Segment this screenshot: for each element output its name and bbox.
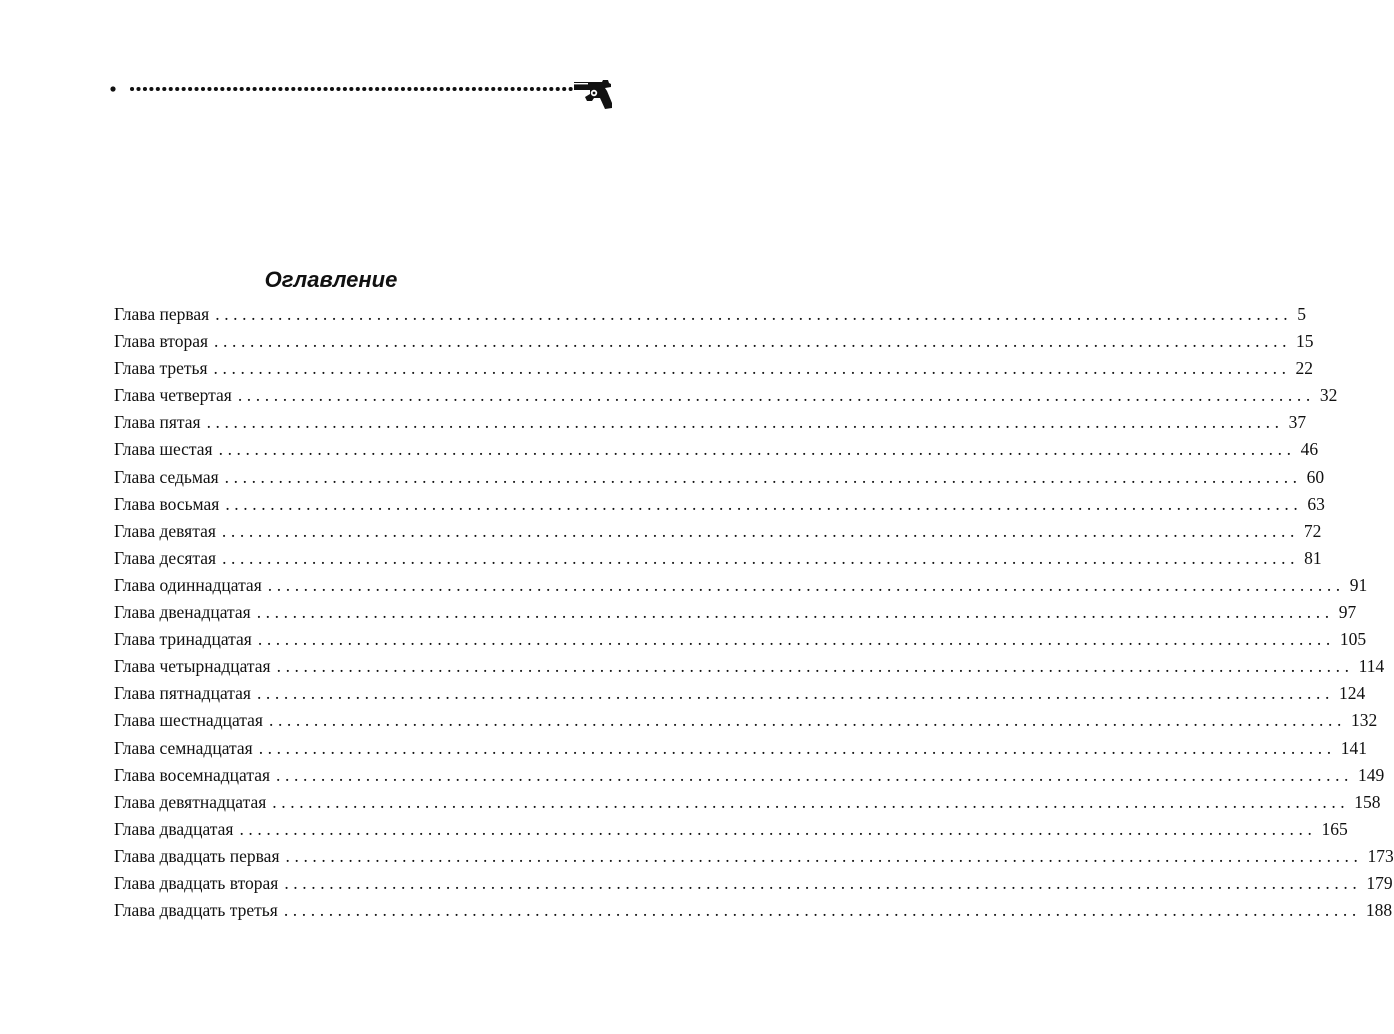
toc-entry-label: Глава седьмая (114, 466, 219, 487)
toc-entry-page-number: 114 (1358, 656, 1385, 677)
dot-leader: ........................................................................................................................ (215, 304, 1293, 324)
toc-entry[interactable] (114, 304, 1306, 331)
dot-leader: ........................................................................................................................ (257, 629, 1335, 650)
toc-entry-page-number: 37 (1288, 412, 1307, 433)
toc-entry-page-number: 165 (1321, 818, 1348, 839)
dot-leader: ........................................................................................................................ (256, 683, 1334, 704)
toc-entry[interactable] (114, 385, 1338, 412)
dot-leader: ........................................................................................................................ (222, 547, 1300, 568)
toc-entry-page-number: 188 (1365, 900, 1393, 921)
toc-entry-label: Глава вторая (114, 331, 209, 352)
dot-leader: ........................................................................................................................ (268, 710, 1346, 731)
dot-leader: ........................................................................................................................ (206, 412, 1284, 433)
toc-entry[interactable] (114, 358, 1314, 385)
revolver-icon (572, 78, 614, 110)
toc-entry[interactable] (114, 439, 1319, 466)
dot-leader: ........................................................................................................................ (285, 845, 1363, 866)
dot-leader: ........................................................................................................................ (225, 493, 1303, 514)
toc-entry-page-number: 132 (1350, 710, 1378, 731)
toc-entry[interactable] (114, 683, 1366, 710)
toc-entry-label: Глава четвертая (114, 385, 232, 406)
toc-entry-label: Глава двадцать первая (114, 845, 280, 866)
toc-entry-page-number: 46 (1300, 439, 1319, 460)
toc-entry-page-number: 105 (1339, 629, 1367, 650)
toc-entry[interactable] (114, 547, 1322, 575)
toc-entry[interactable] (114, 791, 1381, 819)
toc-entry-label: Глава шестая (114, 439, 213, 460)
toc-entry[interactable] (114, 872, 1393, 900)
toc-entry-label: Глава девятая (114, 520, 216, 541)
toc-entry[interactable] (114, 629, 1367, 656)
toc-entry[interactable] (114, 764, 1385, 792)
toc-entry-label: Глава десятая (114, 547, 217, 568)
toc-entry-page-number: 15 (1296, 331, 1314, 352)
toc-entry[interactable] (114, 574, 1368, 602)
dot-leader: ........................................................................................................................ (276, 764, 1354, 785)
toc-entry[interactable] (114, 602, 1357, 629)
toc-entry-label: Глава шестнадцатая (114, 710, 263, 731)
toc-entry[interactable] (114, 331, 1314, 358)
toc-entry-page-number: 173 (1367, 845, 1394, 866)
toc-entry-label: Глава двадцатая (114, 818, 234, 839)
toc-entry-label: Глава двадцать вторая (114, 872, 279, 893)
dot-leader: ........................................................................................................................ (258, 737, 1336, 758)
toc-entry-page-number: 22 (1295, 358, 1314, 379)
dot-leader: ........................................................................................................................ (256, 602, 1334, 623)
toc-entry[interactable] (114, 656, 1385, 683)
toc-entry-label: Глава восемнадцатая (114, 764, 271, 785)
toc-entry-label: Глава первая (114, 304, 210, 324)
toc-entry-label: Глава тринадцатая (114, 629, 252, 650)
toc-entry[interactable] (114, 845, 1394, 873)
toc-entry[interactable] (114, 493, 1325, 521)
dotted-header-rule (108, 80, 578, 96)
toc-entry-label: Глава двенадцатая (114, 602, 251, 623)
dot-leader: ........................................................................................................................ (283, 900, 1361, 921)
toc-entry-label: Глава пятая (114, 412, 201, 433)
toc-entry-label: Глава одиннадцатая (114, 574, 262, 595)
table-of-contents (114, 304, 1394, 927)
dot-leader: ........................................................................................................................ (276, 656, 1354, 677)
dot-leader: ........................................................................................................................ (284, 872, 1362, 893)
toc-entry-page-number: 72 (1303, 520, 1322, 541)
dot-leader: ........................................................................................................................ (213, 358, 1291, 379)
toc-entry[interactable] (114, 466, 1325, 494)
toc-entry-page-number: 158 (1354, 791, 1381, 812)
toc-entry-page-number: 97 (1338, 602, 1357, 623)
dot-leader: ........................................................................................................................ (237, 385, 1315, 406)
toc-entry[interactable] (114, 900, 1393, 927)
toc-entry-page-number: 91 (1349, 574, 1368, 595)
toc-entry-label: Глава восьмая (114, 493, 220, 514)
toc-entry-label: Глава третья (114, 358, 208, 379)
toc-entry-label: Глава семнадцатая (114, 737, 253, 758)
dot-leader: ........................................................................................................................ (239, 818, 1317, 839)
toc-entry-page-number: 149 (1358, 764, 1385, 785)
dot-leader: ........................................................................................................................ (224, 466, 1302, 487)
toc-entry-page-number: 5 (1297, 304, 1306, 324)
dot-leader: ........................................................................................................................ (272, 791, 1350, 812)
toc-entry-page-number: 141 (1340, 737, 1367, 758)
toc-entry-label: Глава пятнадцатая (114, 683, 251, 704)
toc-entry-page-number: 32 (1319, 385, 1338, 406)
toc-entry-page-number: 63 (1307, 493, 1325, 514)
toc-entry-page-number: 60 (1306, 466, 1325, 487)
toc-entry-label: Глава четырнадцатая (114, 656, 271, 677)
dot-leader: ........................................................................................................................ (267, 574, 1345, 595)
toc-entry-page-number: 124 (1338, 683, 1366, 704)
toc-entry[interactable] (114, 737, 1367, 765)
toc-entry[interactable] (114, 710, 1378, 737)
dot-leader: ........................................................................................................................ (218, 439, 1296, 460)
toc-entry[interactable] (114, 818, 1348, 846)
toc-entry-page-number: 179 (1366, 872, 1393, 893)
toc-entry-label: Глава девятнадцатая (114, 791, 267, 812)
toc-title: Оглавление (264, 266, 398, 292)
toc-entry[interactable] (114, 520, 1322, 548)
dot-leader: ........................................................................................................................ (221, 520, 1299, 541)
toc-entry-label: Глава двадцать третья (114, 900, 278, 921)
toc-entry[interactable] (114, 412, 1307, 439)
dot-leader: ........................................................................................................................ (214, 331, 1292, 352)
toc-entry-page-number: 81 (1304, 547, 1322, 568)
